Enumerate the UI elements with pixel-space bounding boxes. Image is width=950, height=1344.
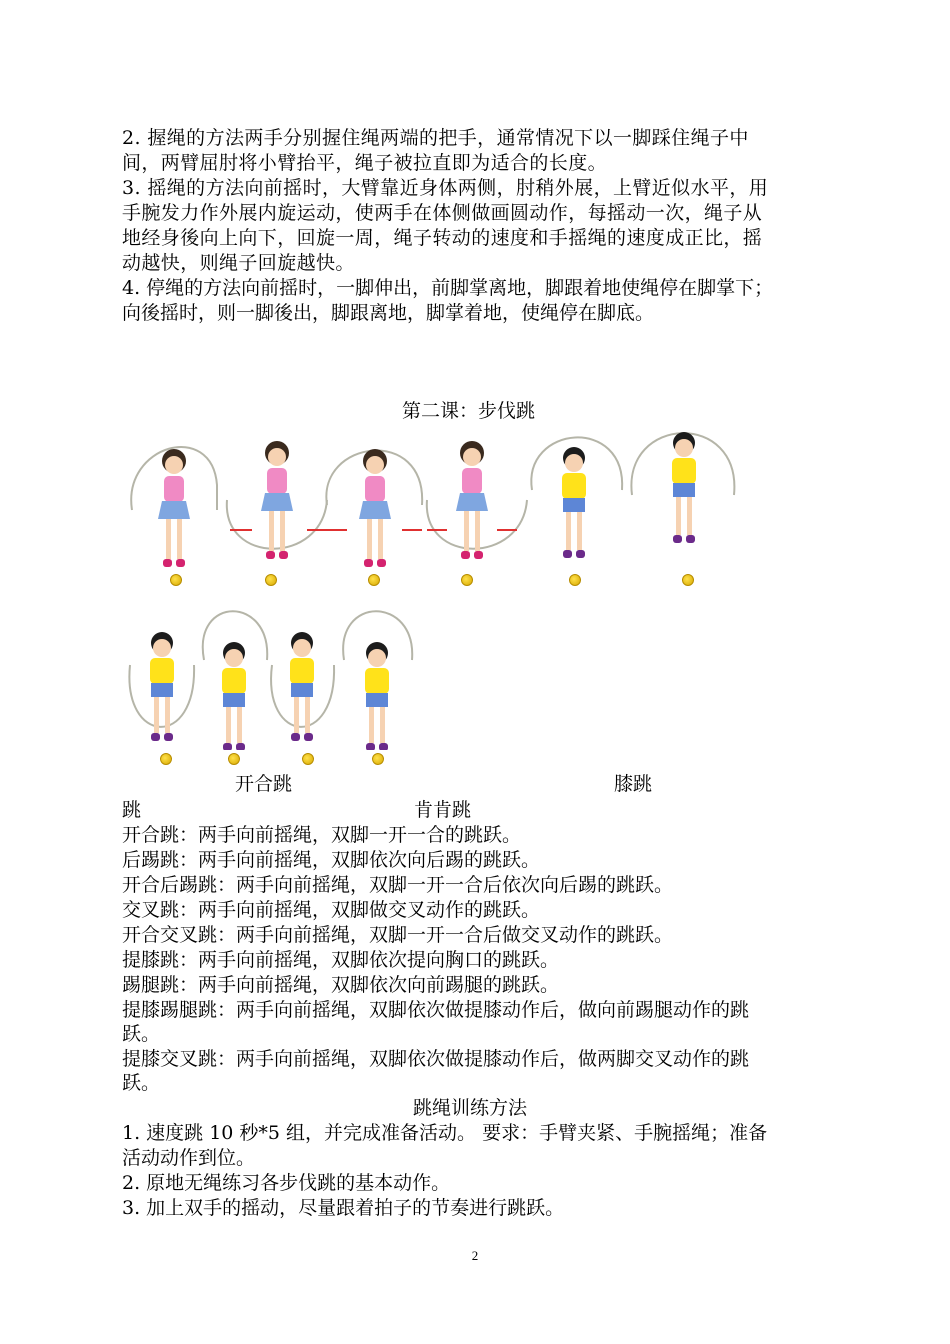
training-line: 2. 原地无绳练习各步伐跳的基本动作。 <box>122 1172 451 1194</box>
number-badge <box>170 574 182 586</box>
number-badge <box>569 574 581 586</box>
jump-line: 提膝踢腿跳：两手向前摇绳，双脚依次做提膝动作后，做向前踢腿动作的跳 <box>122 999 750 1021</box>
illustration-row-2 <box>122 605 422 750</box>
number-badge <box>682 574 694 586</box>
number-badge <box>368 574 380 586</box>
paragraph-line: 手腕发力作外展内旋运动，使两手在体侧做画圆动作，每摇动一次，绳子从 <box>122 202 763 224</box>
jump-line: 后踢跳：两手向前摇绳，双脚依次向后踢的跳跃。 <box>122 849 541 871</box>
caption-xi: 膝跳 <box>614 773 653 795</box>
number-badge <box>302 753 314 765</box>
jump-line: 开合跳：两手向前摇绳，双脚一开一合的跳跃。 <box>122 824 522 846</box>
number-badge <box>372 753 384 765</box>
jump-line: 开合后踢跳：两手向前摇绳，双脚一开一合后依次向后踢的跳跃。 <box>122 874 674 896</box>
paragraph-line: 3. 摇绳的方法向前摇时，大臂靠近身体两侧，肘稍外展，上臂近似水平，用 <box>122 177 769 199</box>
page-number: 2 <box>471 1248 479 1263</box>
jump-line: 提膝交叉跳：两手向前摇绳，双脚依次做提膝动作后，做两脚交叉动作的跳 <box>122 1048 750 1070</box>
number-badge <box>461 574 473 586</box>
jump-line: 提膝跳：两手向前摇绳，双脚依次提向胸口的跳跃。 <box>122 949 560 971</box>
paragraph-line: 间，两臂屈肘将小臂抬平，绳子被拉直即为适合的长度。 <box>122 152 608 174</box>
paragraph-line: 地经身後向上向下，回旋一周，绳子转动的速度和手摇绳的速度成正比，摇 <box>122 227 763 249</box>
caption-tiao: 跳 <box>122 799 142 821</box>
paragraph-line: 动越快，则绳子回旋越快。 <box>122 252 355 274</box>
caption-kaihe: 开合跳 <box>235 773 293 795</box>
jump-line: 开合交叉跳：两手向前摇绳，双脚一开一合后做交叉动作的跳跃。 <box>122 924 674 946</box>
paragraph-line: 向後摇时，则一脚後出，脚跟离地，脚掌着地，使绳停在脚底。 <box>122 302 655 324</box>
training-title: 跳绳训练方法 <box>413 1097 528 1119</box>
training-line: 活动动作到位。 <box>122 1147 256 1169</box>
lesson-title: 第二课：步伐跳 <box>402 400 536 422</box>
number-badge <box>265 574 277 586</box>
paragraph-line: 2. 握绳的方法两手分别握住绳两端的把手，通常情况下以一脚踩住绳子中 <box>122 127 749 149</box>
jump-line: 跃。 <box>122 1072 161 1094</box>
training-line: 1. 速度跳 10 秒*5 组，并完成准备活动。 要求：手臂夹紧、手腕摇绳；准备 <box>122 1122 768 1144</box>
paragraph-line: 4. 停绳的方法向前摇时，一脚伸出，前脚掌离地，脚跟着地使绳停在脚掌下； <box>122 277 774 299</box>
number-badge <box>160 753 172 765</box>
number-badge <box>228 753 240 765</box>
training-line: 3. 加上双手的摇动，尽量跟着拍子的节奏进行跳跃。 <box>122 1197 565 1219</box>
illustration-row-1 <box>122 425 752 595</box>
caption-kenken: 肯肯跳 <box>414 799 472 821</box>
jump-line: 交叉跳：两手向前摇绳，双脚做交叉动作的跳跃。 <box>122 899 541 921</box>
jump-line: 跃。 <box>122 1023 161 1045</box>
jump-line: 踢腿跳：两手向前摇绳，双脚依次向前踢腿的跳跃。 <box>122 974 560 996</box>
